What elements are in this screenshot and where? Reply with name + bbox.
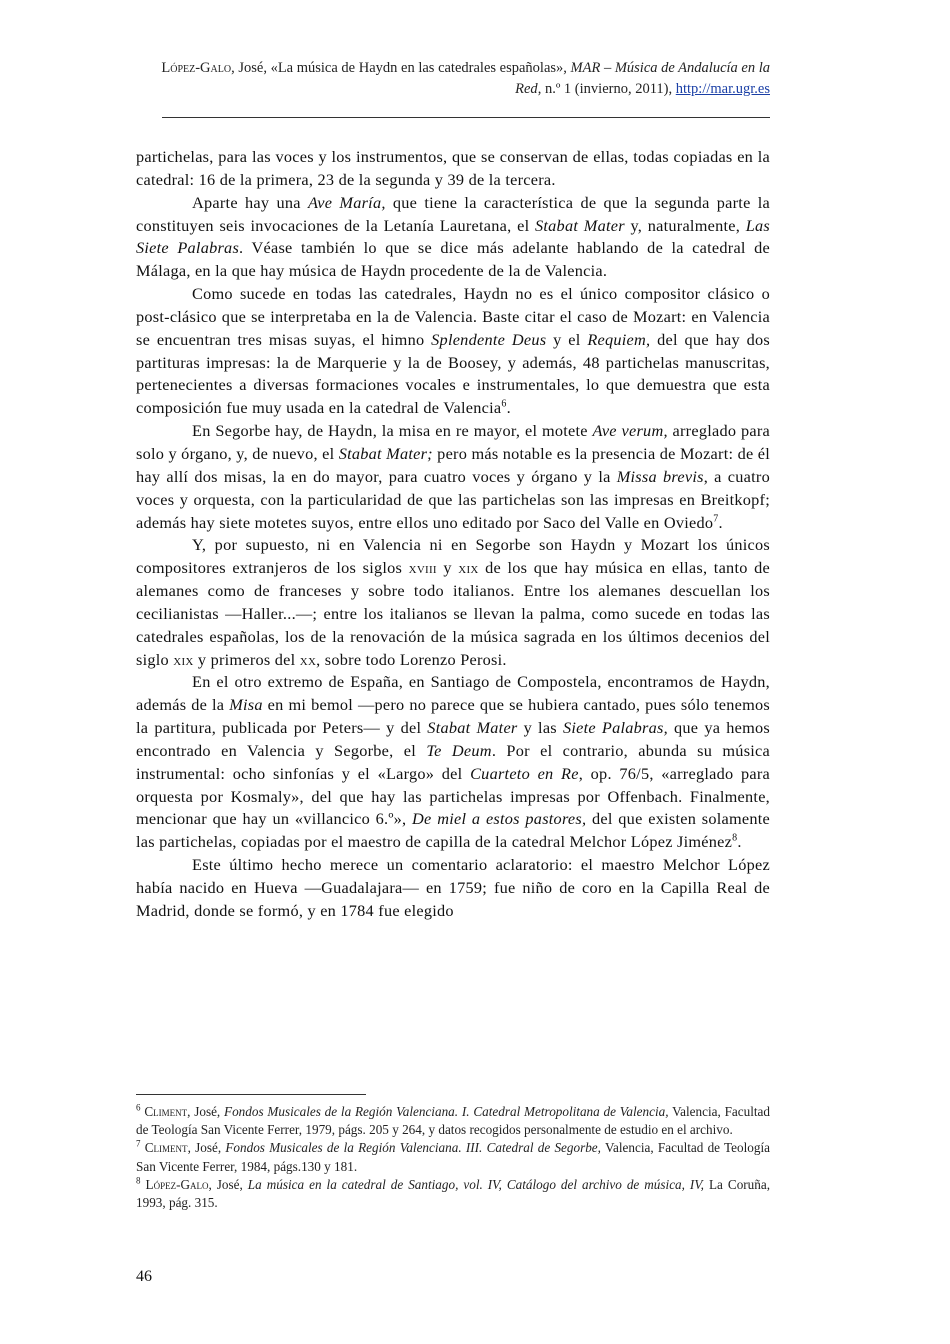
paragraph-7: Este último hecho merece un comentario aclaratorio: el maestro Melchor López había nacido en Hueva —Guadalajara— en 1759; fue niño de coro en la Capilla Real de Madrid, donde se formó, y en 1784 fue elegido xyxy=(136,855,770,920)
header-citation: , José, «La música de Haydn en las catedrales españolas», xyxy=(231,60,571,76)
footnote-6: $^6$ Climent, José, Fondos Musicales de la Región Valenciana. I. Catedral Metropolitana de Valencia, Valencia, Facultad de Teología San Vicente Ferrer, 1979, págs. 205 y 264, y datos recogidos personalmente de estudio en el archivo. xyxy=(136,1102,770,1138)
header-rule xyxy=(162,117,770,118)
header-author: López-Galo xyxy=(161,60,232,76)
footnotes xyxy=(136,1103,770,1212)
paragraph-3: Como sucede en todas las catedrales, Haydn no es el único compositor clásico o post-clásico que se interpretaba en la de Valencia. Baste citar el caso de Mozart: en Valencia se encuentran tres misas suyas, el himno Splendente Deus y el Requiem, del que hay dos partituras impresas: la de Marquerie y la de Boosey, y además, 48 partichelas manuscritas, pertenecientes a diversas formaciones vocales e instrumentales, lo que demuestra que esta composición fue muy usada en la catedral de Valencia$^6$. xyxy=(136,284,770,418)
footnote-8: $^8$ López-Galo, José, La música en la catedral de Santiago, vol. IV, Catálogo del archivo de música, IV, La Coruña, 1993, pág. 315. xyxy=(136,1175,771,1211)
article-body xyxy=(136,146,770,923)
header-url-link[interactable]: http://mar.ugr.es xyxy=(675,81,770,97)
footnote-ref-8[interactable]: 8 xyxy=(732,832,738,844)
header-journal: MAR – Música de Andalucía en la Red xyxy=(515,60,770,97)
footnote-rule xyxy=(136,1094,366,1095)
paragraph-4: En Segorbe hay, de Haydn, la misa en re mayor, el motete Ave verum, arreglado para solo y órgano, y, de nuevo, el Stabat Mater; pero más notable es la presencia de Mozart: de él hay allí dos misas, la en do mayor, para cuatro voces y órgano y la Missa brevis, a cuatro voces y orquesta, con la particularidad de que las partichelas son las impresas en Breitkopf; además hay siete motetes suyos, entre ellos uno editado por Saco del Valle en Oviedo$^7$. xyxy=(136,421,771,532)
paragraph-1: partichelas, para las voces y los instrumentos, que se conservan de ellas, todas copiadas en la catedral: 16 de la primera, 23 de la segunda y 39 de la tercera. xyxy=(136,147,770,189)
header-issue: , n.º 1 (invierno, 2011), xyxy=(537,81,676,97)
footnote-ref-6[interactable]: 6 xyxy=(501,398,507,410)
running-header xyxy=(140,58,770,100)
paragraph-6: En el otro extremo de España, en Santiago de Compostela, encontramos de Haydn, además de la Misa en mi bemol —pero no parece que se hubiera cantado, pues sólo tenemos la partitura, publicada por Peters— y del Stabat Mater y las Siete Palabras, que ya hemos encontrado en Valencia y Segorbe, el Te Deum. Por el contrario, abunda su música instrumental: ocho sinfonías y el «Largo» del Cuarteto en Re, op. 76/5, «arreglado para orquesta por Kosmaly», del que hay las partichelas impresas por Offenbach. Finalmente, mencionar que hay un «villancico 6.º», De miel a estos pastores, del que existen solamente las partichelas, copiadas por el maestro de capilla de la catedral Melchor López Jiménez$^8$. xyxy=(136,672,771,852)
footnote-ref-7[interactable]: 7 xyxy=(713,513,719,525)
footnote-7: $^7$ Climent, José, Fondos Musicales de la Región Valenciana. III. Catedral de Segorbe, Valencia, Facultad de Teología San Vicente Ferrer, 1984, págs.130 y 181. xyxy=(136,1139,771,1174)
page-number: 46 xyxy=(136,1268,152,1285)
paragraph-2: Aparte hay una Ave María, que tiene la característica de que la segunda parte la constituyen seis invocaciones de la Letanía Lauretana, el Stabat Mater y, naturalmente, Las Siete Palabras. Véase también lo que se dice más adelante hablando de la catedral de Málaga, en la que hay música de Haydn procedente de la de Valencia. xyxy=(136,192,770,281)
paragraph-5: Y, por supuesto, ni en Valencia ni en Segorbe son Haydn y Mozart los únicos compositores extranjeros de los siglos xviii y xix de los que hay música en ellas, tanto de alemanes como de franceses y sobre todo italianos. Entre los alemanes descuellan los cecilianistas —Haller...—; entre los italianos se llevan la palma, como sucede en todas las catedrales españolas, los de la renovación de la música sagrada en los últimos decenios del siglo xix y primeros del xx, sobre todo Lorenzo Perosi. xyxy=(136,535,771,669)
